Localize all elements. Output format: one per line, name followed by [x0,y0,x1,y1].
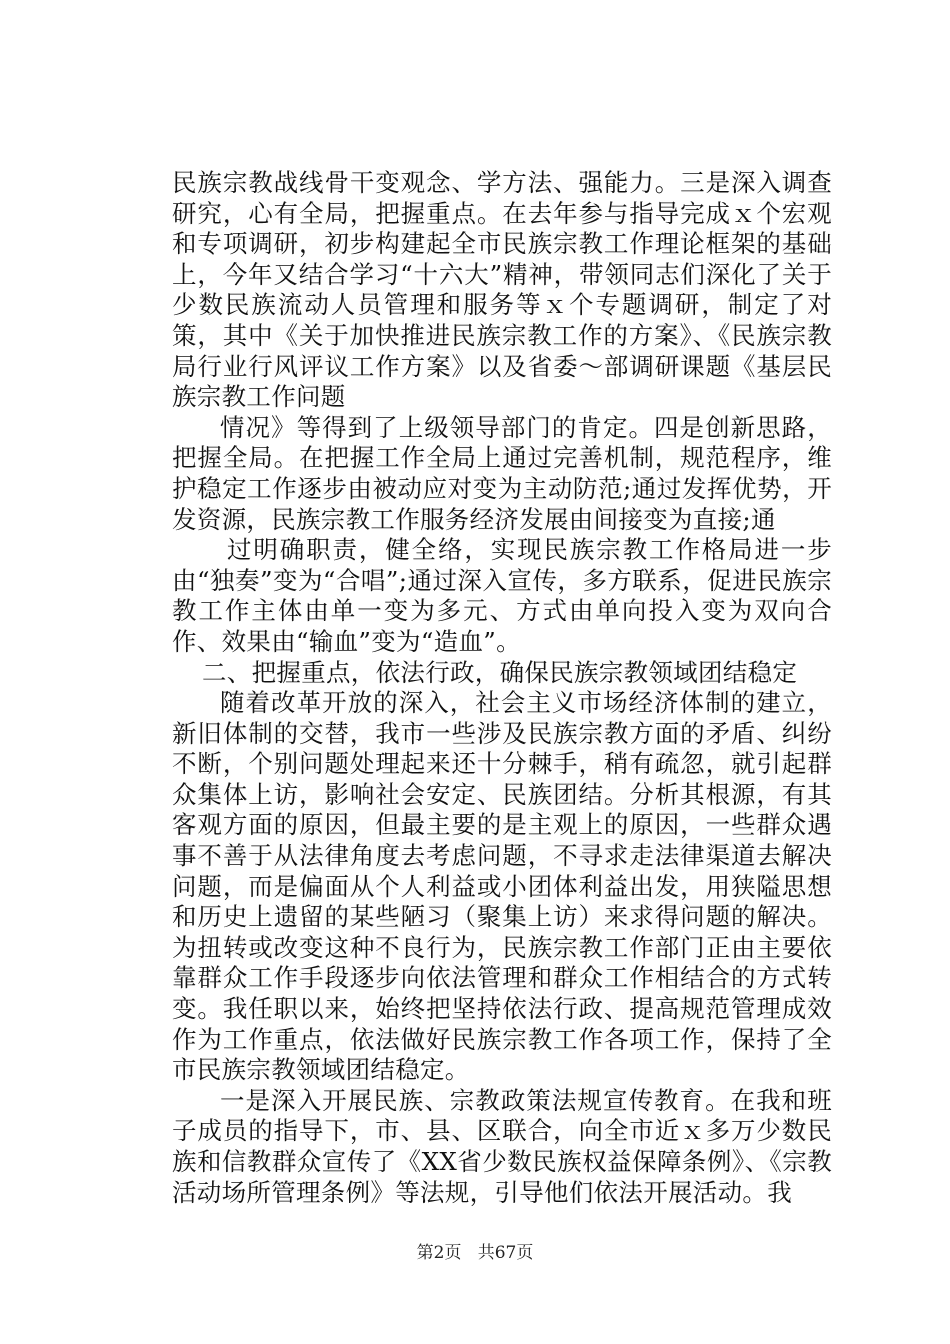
total-pages: 共67页 [477,1243,534,1263]
page-number: 第2页 [416,1243,462,1263]
page-footer [0,1242,950,1264]
paragraph-4: 随着改革开放的深入，社会主义市场经济体制的建立，新旧体制的交替，我市一些涉及民族宗教方面的矛盾、纠纷不断，个别问题处理起来还十分棘手，稍有疏忽，就引起群众集体上访，影响社会安定、民族团结。分析其根源，有其客观方面的原因，但最主要的是主观上的原因，一些群众遇事不善于从法律角度去考虑问题，不寻求走法律渠道去解决问题，而是偏面从个人利益或小团体利益出发，用狭隘思想和历史上遗留的某些陋习（聚集上访）来求得问题的解决。为扭转或改变这种不良行为，民族宗教工作部门正由主要依靠群众工作手段逐步向依法管理和群众工作相结合的方式转变。我任职以来，始终把坚持依法行政、提高规范管理成效作为工作重点，依法做好民族宗教工作各项工作，保持了全市民族宗教领域团结稳定。 [172,688,832,1085]
paragraph-1: 民族宗教战线骨干变观念、学方法、强能力。三是深入调查研究，心有全局，把握重点。在去年参与指导完成ｘ个宏观和专项调研，初步构建起全市民族宗教工作理论框架的基础上，今年又结合学习“十六大”精神，带领同志们深化了关于少数民族流动人员管理和服务等ｘ个专题调研，制定了对策，其中《关于加快推进民族宗教工作的方案》、《民族宗教局行业行风评议工作方案》以及省委～部调研课题《基层民族宗教工作问题 [172,168,832,412]
paragraph-2: 情况》等得到了上级领导部门的肯定。四是创新思路，把握全局。在把握工作全局上通过完善机制，规范程序，维护稳定工作逐步由被动应对变为主动防范;通过发挥优势，开发资源，民族宗教工作服务经济发展由间接变为直接;通 [172,412,832,534]
section-heading: 二、把握重点，依法行政，确保民族宗教领域团结稳定 [202,657,798,687]
document-body [172,168,832,1208]
paragraph-3: 过明确职责，健全络，实现民族宗教工作格局进一步由“独奏”变为“合唱”;通过深入宣传，多方联系，促进民族宗教工作主体由单一变为多元、方式由单向投入变为双向合作、效果由“输血”变为“造血”。 [172,535,832,656]
paragraph-5: 一是深入开展民族、宗教政策法规宣传教育。在我和班子成员的指导下，市、县、区联合，向全市近ｘ多万少数民族和信教群众宣传了《XX省少数民族权益保障条例》、《宗教活动场所管理条例》等法规，引导他们依法开展活动。我 [172,1085,833,1207]
footer-gap [467,1243,472,1263]
